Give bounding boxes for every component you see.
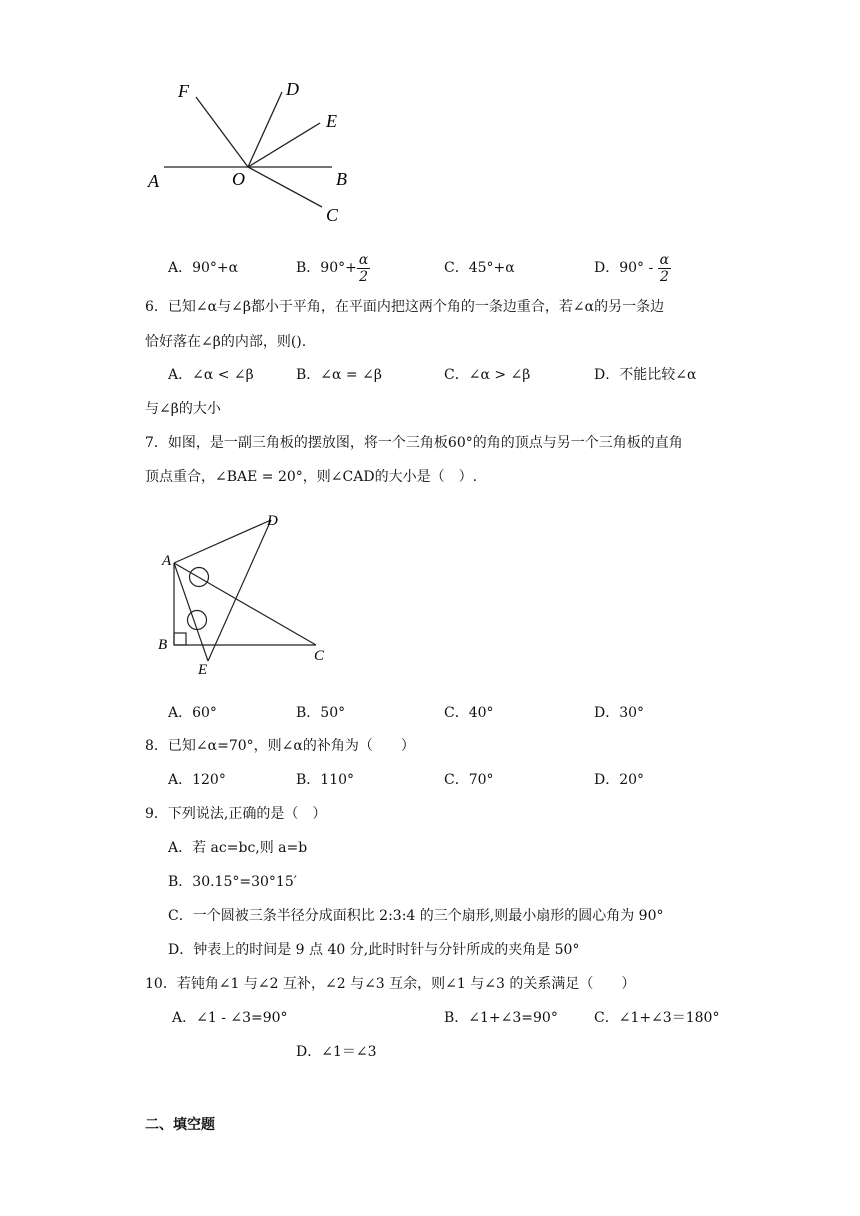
- q9-option-a[interactable]: A．若 ac=bc,则 a=b: [168, 840, 308, 856]
- fig1-label-o: O: [232, 169, 245, 189]
- triangle-set-figure: [150, 508, 340, 678]
- q5-option-b[interactable]: [296, 250, 370, 286]
- q9-option-b[interactable]: B．30.15°=30°15′: [168, 874, 297, 890]
- q6-option-b[interactable]: B．∠α = ∠β: [296, 367, 382, 383]
- q10-option-c[interactable]: C．∠1+∠3＝180°: [594, 1010, 720, 1026]
- q5-option-b-prefix: B．90°+: [296, 260, 357, 276]
- fig2-label-b: B: [158, 637, 168, 653]
- q8-option-d[interactable]: D．20°: [594, 772, 645, 788]
- q5-option-d-den: 2: [659, 268, 669, 285]
- fig1-label-b: B: [336, 169, 347, 189]
- q7-option-b[interactable]: B．50°: [296, 705, 346, 721]
- q10-option-d[interactable]: D．∠1＝∠3: [296, 1044, 377, 1060]
- fig1-label-a: A: [148, 171, 159, 191]
- q6-option-a[interactable]: A．∠α < ∠β: [168, 367, 254, 383]
- q9-stem: 9．下列说法,正确的是（ ）: [145, 806, 327, 822]
- angle-figure-1: [140, 75, 370, 235]
- q10-option-a[interactable]: A．∠1 - ∠3=90°: [172, 1010, 288, 1026]
- q10-option-b[interactable]: B．∠1+∠3=90°: [444, 1010, 558, 1026]
- fig2-label-a: A: [162, 553, 172, 569]
- q7-option-a[interactable]: A．60°: [168, 705, 217, 721]
- fig1-label-c: C: [326, 205, 339, 225]
- section-heading-fill-in: 二、填空题: [145, 1117, 215, 1133]
- q5-option-c[interactable]: C．45°+α: [444, 260, 515, 276]
- q10-stem: 10．若钝角∠1 与∠2 互补，∠2 与∠3 互余，则∠1 与∠3 的关系满足（ ）: [145, 976, 636, 992]
- q5-option-b-num: α: [358, 251, 369, 268]
- q9-option-d[interactable]: D．钟表上的时间是 9 点 40 分,此时时针与分针所成的夹角是 50°: [168, 942, 580, 958]
- fig2-label-d: D: [267, 513, 278, 529]
- q7-option-c[interactable]: C．40°: [444, 705, 494, 721]
- q8-option-c[interactable]: C．70°: [444, 772, 494, 788]
- q7-stem-line-2: 顶点重合，∠BAE = 20°，则∠CAD的大小是（ ）.: [145, 469, 478, 485]
- fig2-label-e: E: [198, 662, 208, 678]
- q6-stem-line-2: 恰好落在∠β的内部，则().: [145, 334, 307, 350]
- q5-option-b-fraction: [357, 252, 370, 285]
- q6-option-d-continued: 与∠β的大小: [145, 401, 221, 417]
- q5-option-b-den: 2: [359, 268, 369, 285]
- q6-option-c[interactable]: C．∠α > ∠β: [444, 367, 531, 383]
- q6-stem-line-1: 6．已知∠α与∠β都小于平角，在平面内把这两个角的一条边重合，若∠α的另一条边: [145, 299, 665, 315]
- q5-option-d[interactable]: [594, 250, 671, 286]
- q5-option-d-num: α: [659, 251, 670, 268]
- fig1-label-e: E: [326, 111, 337, 131]
- q5-option-d-prefix: D．90° -: [594, 260, 658, 276]
- q5-option-a[interactable]: A．90°+α: [168, 260, 239, 276]
- q7-option-d[interactable]: D．30°: [594, 705, 645, 721]
- q7-stem-line-1: 7．如图，是一副三角板的摆放图，将一个三角板60°的角的顶点与另一个三角板的直角: [145, 435, 683, 451]
- q8-option-a[interactable]: A．120°: [168, 772, 226, 788]
- q9-option-c[interactable]: C．一个圆被三条半径分成面积比 2:3:4 的三个扇形,则最小扇形的圆心角为 90°: [168, 908, 664, 924]
- q8-stem: 8．已知∠α=70°，则∠α的补角为（ ）: [145, 738, 415, 754]
- fig1-label-f: F: [178, 81, 189, 101]
- fig1-label-d: D: [286, 79, 299, 99]
- q5-option-d-fraction: [658, 252, 671, 285]
- q6-option-d[interactable]: D．不能比较∠α: [594, 367, 697, 383]
- fig2-label-c: C: [314, 648, 325, 664]
- q8-option-b[interactable]: B．110°: [296, 772, 355, 788]
